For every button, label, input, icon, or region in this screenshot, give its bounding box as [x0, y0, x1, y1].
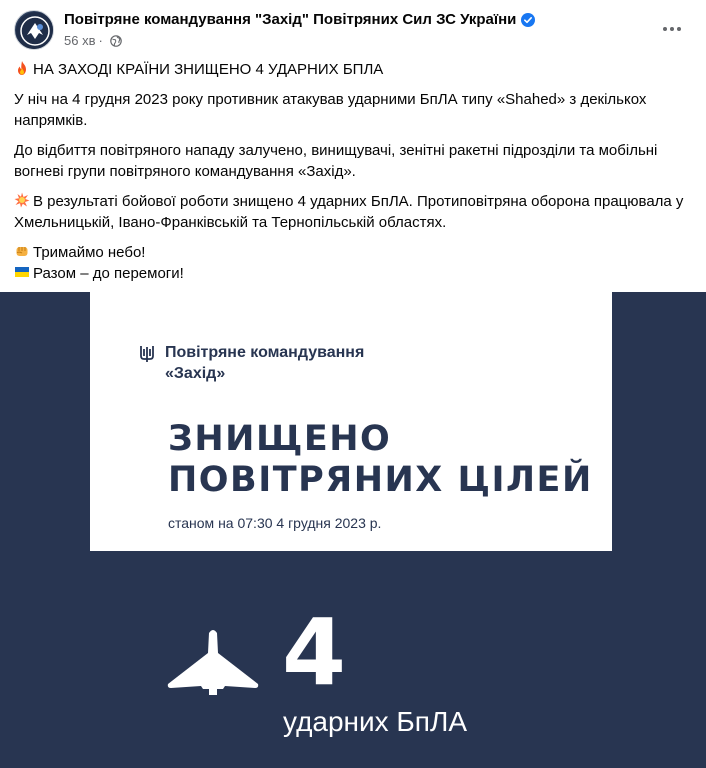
post-body	[14, 59, 694, 284]
org-name-line-1: Повітряне командування	[165, 344, 365, 361]
headline-line-2: ПОВІТРЯНИХ ЦІЛЕЙ	[168, 460, 593, 500]
more-options-button[interactable]	[656, 17, 688, 41]
more-options-dot	[677, 27, 681, 31]
headline	[168, 419, 593, 501]
post-time[interactable]: 56 хв	[64, 33, 96, 48]
post-image[interactable]	[0, 292, 706, 768]
page-name-link[interactable]	[64, 11, 535, 28]
explosion-emoji	[14, 192, 30, 208]
more-options-dot	[670, 27, 674, 31]
post-paragraph-1: У ніч на 4 грудня 2023 року противник атакував ударними БпЛА типу «Shahed» з декількох напрямків.	[14, 91, 647, 129]
globe-icon	[110, 35, 122, 47]
org-name	[165, 342, 364, 384]
post-title: НА ЗАХОДІ КРАЇНИ ЗНИЩЕНО 4 УДАРНИХ БПЛА	[33, 61, 384, 78]
post-paragraph-2: До відбиття повітряного нападу залучено, винищувачі, зенітні ракетні підрозділи та мобільні вогневі групи повітряного командування «Захід».	[14, 142, 658, 180]
post-closing-1: Тримаймо небо!	[33, 244, 146, 261]
ukraine-flag-emoji	[14, 264, 30, 280]
post-title-line	[14, 59, 694, 80]
post-paragraph-3-line	[14, 191, 694, 233]
avatar-emblem-icon	[15, 11, 54, 50]
post-closing-2: Разом – до перемоги!	[33, 265, 184, 282]
destroyed-count: 4	[282, 599, 347, 706]
drone-icon	[165, 627, 261, 699]
post-paragraph-3: В результаті бойової роботи знищено 4 ударних БпЛА. Протиповітряна оборона працювала у Хмельницькій, Івано-Франківській та Тернопільській областях.	[14, 193, 684, 231]
post-closing-1-line	[14, 242, 694, 263]
page-name[interactable]: Повітряне командування "Захід" Повітряних Сил ЗС України	[64, 11, 517, 28]
post-header	[0, 0, 706, 58]
fire-emoji	[14, 60, 30, 76]
more-options-icon	[663, 27, 667, 31]
fist-emoji	[14, 243, 30, 259]
page-avatar[interactable]	[14, 10, 54, 50]
headline-line-1: ЗНИЩЕНО	[168, 419, 392, 459]
trident-icon	[140, 345, 154, 363]
verified-badge-icon	[521, 13, 535, 27]
post-meta: 56 хв ·	[64, 33, 122, 48]
post-closing-2-line	[14, 263, 694, 284]
info-card	[90, 292, 612, 551]
destroyed-count-label: ударних БпЛА	[283, 706, 468, 737]
org-name-line-2: «Захід»	[165, 365, 226, 382]
as-of-date: станом на 07:30 4 грудня 2023 р.	[168, 515, 382, 531]
